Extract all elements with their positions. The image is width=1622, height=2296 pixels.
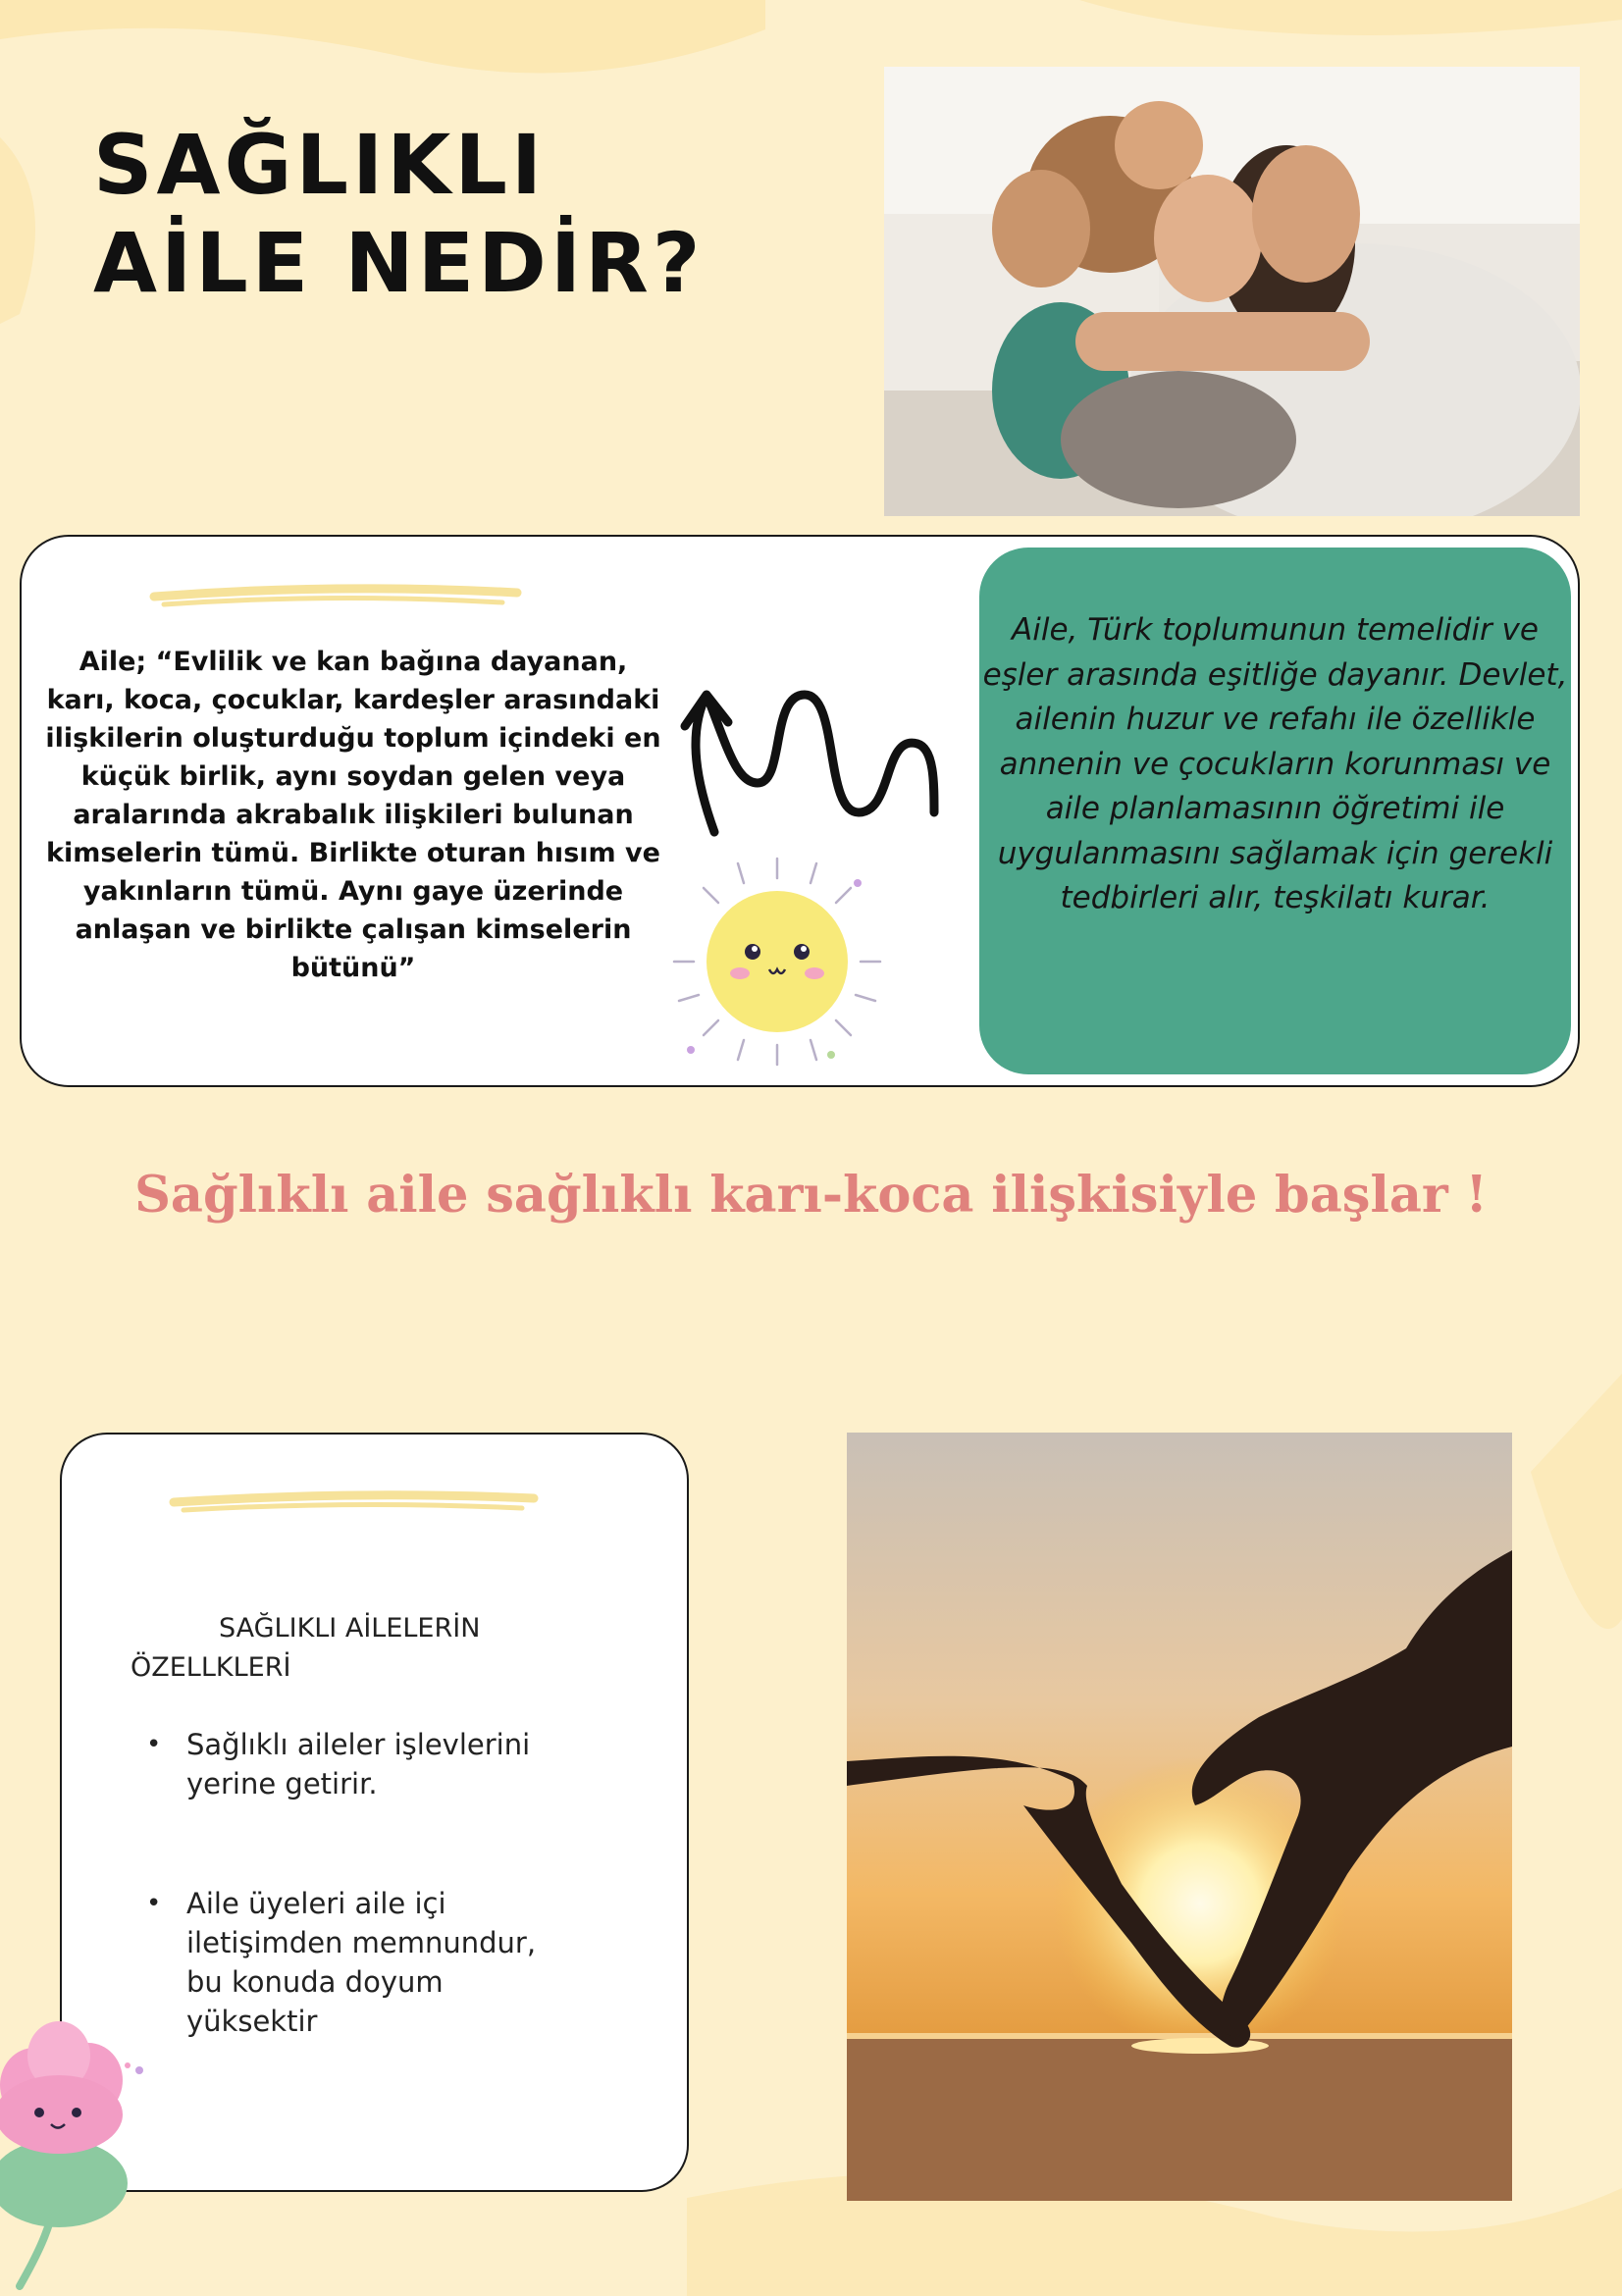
family-definition-quote: Aile; “Evlilik ve kan bağına dayanan, karı, koca, çocuklar, kardeşler arasındaki ilişkilerin oluşturduğu toplum içindeki en küçük birlik, aynı soydan gelen veya aralarında akrabalık ilişkileri bulunan kimselerin tümü. Birlikte oturan hısım ve yakınların tümü. Aynı gaye üzerinde anlaşan ve birlikte çalışan kimselerin bütünü” <box>45 647 661 983</box>
title-line-2: AİLE NEDİR? <box>93 215 705 311</box>
title-line-1: SAĞLIKLI <box>93 117 547 213</box>
bullet-icon: • <box>146 1730 162 1759</box>
highlight-stroke-bottom <box>169 1487 542 1516</box>
list-item <box>131 1725 569 1803</box>
constitution-text: Aile, Türk toplumunun temelidir ve eşler arasında eşitliğe dayanır. Devlet, ailenin huzur ve refahı ile özellikle annenin ve çocukların korunması ve aile planlamasının öğretimi ile uygulanmasını sağlamak için gerekli tedbirleri alır, teşkilatı kurar. <box>982 612 1568 915</box>
features-list <box>131 1725 569 2121</box>
heart-hands-sunset-photo <box>847 1433 1512 2201</box>
constitution-box <box>979 548 1571 1074</box>
slogan: Sağlıklı aile sağlıklı karı-koca ilişkisiyle başlar ! <box>134 1166 1488 1225</box>
bullet-icon: • <box>146 1889 162 1918</box>
page-title <box>93 116 704 312</box>
feature-text: Sağlıklı aileler işlevlerini yerine getirir. <box>186 1728 531 1800</box>
smiling-sun-icon <box>669 854 885 1070</box>
features-title: SAĞLIKLI AİLELERİN ÖZELLKLERİ <box>131 1613 481 1683</box>
feature-text: Aile üyeleri aile içi iletişimden memnundur, bu konuda doyum yüksektir <box>186 1887 537 2038</box>
pink-flower-icon <box>0 2007 157 2291</box>
family-photo <box>884 67 1580 516</box>
list-item <box>131 1884 569 2041</box>
squiggle-arrow-icon <box>677 675 952 842</box>
highlight-stroke-top <box>149 581 522 610</box>
